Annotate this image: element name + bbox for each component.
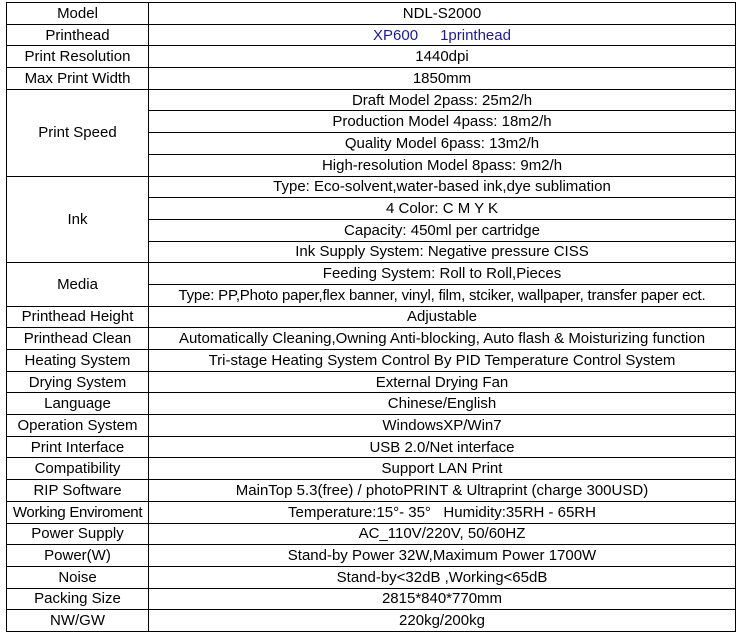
spec-value: Support LAN Print (149, 458, 736, 480)
table-row (7, 393, 736, 415)
spec-value: 2815*840*770mm (149, 588, 736, 610)
spec-label: NW/GW (7, 610, 149, 632)
table-row (7, 3, 736, 25)
spec-label: Max Print Width (7, 68, 149, 90)
spec-value: Quality Model 6pass: 13m2/h (149, 133, 736, 155)
table-row (7, 523, 736, 545)
spec-label: Drying System (7, 371, 149, 393)
spec-value: NDL-S2000 (149, 3, 736, 25)
spec-label: Language (7, 393, 149, 415)
spec-value: Tri-stage Heating System Control By PID Temperature Control System (149, 350, 736, 372)
spec-value: WindowsXP/Win7 (149, 415, 736, 437)
spec-value: Type: Eco-solvent,water-based ink,dye sublimation (149, 176, 736, 198)
spec-value: Feeding System: Roll to Roll,Pieces (149, 263, 736, 285)
spec-label: Printhead Clean (7, 328, 149, 350)
spec-label: Ink (7, 176, 149, 263)
spec-value: 1850mm (149, 68, 736, 90)
spec-label: Print Resolution (7, 46, 149, 68)
spec-label: RIP Software (7, 480, 149, 502)
table-row (7, 458, 736, 480)
spec-label: Printhead (7, 24, 149, 46)
spec-value: 4 Color: C M Y K (149, 198, 736, 220)
spec-label: Media (7, 263, 149, 306)
spec-value: Stand-by Power 32W,Maximum Power 1700W (149, 545, 736, 567)
table-row (7, 566, 736, 588)
spec-value: Adjustable (149, 306, 736, 328)
spec-label: Heating System (7, 350, 149, 372)
spec-value: USB 2.0/Net interface (149, 436, 736, 458)
spec-table (6, 2, 736, 632)
table-row (7, 176, 736, 198)
table-row (7, 328, 736, 350)
table-row (7, 46, 736, 68)
spec-label: Power Supply (7, 523, 149, 545)
spec-value (149, 24, 736, 46)
printhead-count: 1printhead (440, 26, 511, 44)
spec-label: Power(W) (7, 545, 149, 567)
spec-label: Print Interface (7, 436, 149, 458)
table-row (7, 588, 736, 610)
table-row (7, 545, 736, 567)
spec-label: Packing Size (7, 588, 149, 610)
table-row (7, 263, 736, 285)
table-row (7, 480, 736, 502)
table-row (7, 24, 736, 46)
spec-value: Chinese/English (149, 393, 736, 415)
spec-value: Draft Model 2pass: 25m2/h (149, 89, 736, 111)
table-row (7, 68, 736, 90)
spec-value: AC_110V/220V, 50/60HZ (149, 523, 736, 545)
spec-label: Working Enviroment (7, 501, 149, 523)
table-row (7, 415, 736, 437)
table-row (7, 610, 736, 632)
spec-value: 220kg/200kg (149, 610, 736, 632)
table-row (7, 501, 736, 523)
table-row (7, 436, 736, 458)
spec-label: Model (7, 3, 149, 25)
spec-value: External Drying Fan (149, 371, 736, 393)
table-row (7, 350, 736, 372)
spec-value: Capacity: 450ml per cartridge (149, 219, 736, 241)
spec-value: Automatically Cleaning,Owning Anti-blocking, Auto flash & Moisturizing function (149, 328, 736, 350)
spec-label: Print Speed (7, 89, 149, 176)
spec-value: Temperature:15°- 35° Humidity:35RH - 65RH (149, 501, 736, 523)
spec-value: 1440dpi (149, 46, 736, 68)
table-row (7, 371, 736, 393)
spec-value: Ink Supply System: Negative pressure CISS (149, 241, 736, 263)
spec-label: Operation System (7, 415, 149, 437)
spec-label: Printhead Height (7, 306, 149, 328)
spec-label: Noise (7, 566, 149, 588)
printhead-model: XP600 (373, 26, 419, 44)
spec-value: MainTop 5.3(free) / photoPRINT & Ultraprint (charge 300USD) (149, 480, 736, 502)
table-row (7, 306, 736, 328)
spec-value: Stand-by<32dB ,Working<65dB (149, 566, 736, 588)
spec-value: Production Model 4pass: 18m2/h (149, 111, 736, 133)
table-row (7, 89, 736, 111)
spec-label: Compatibility (7, 458, 149, 480)
spec-value: Type: PP,Photo paper,flex banner, vinyl, film, stciker, wallpaper, transfer paper ect. (149, 284, 736, 306)
spec-value: High-resolution Model 8pass: 9m2/h (149, 154, 736, 176)
